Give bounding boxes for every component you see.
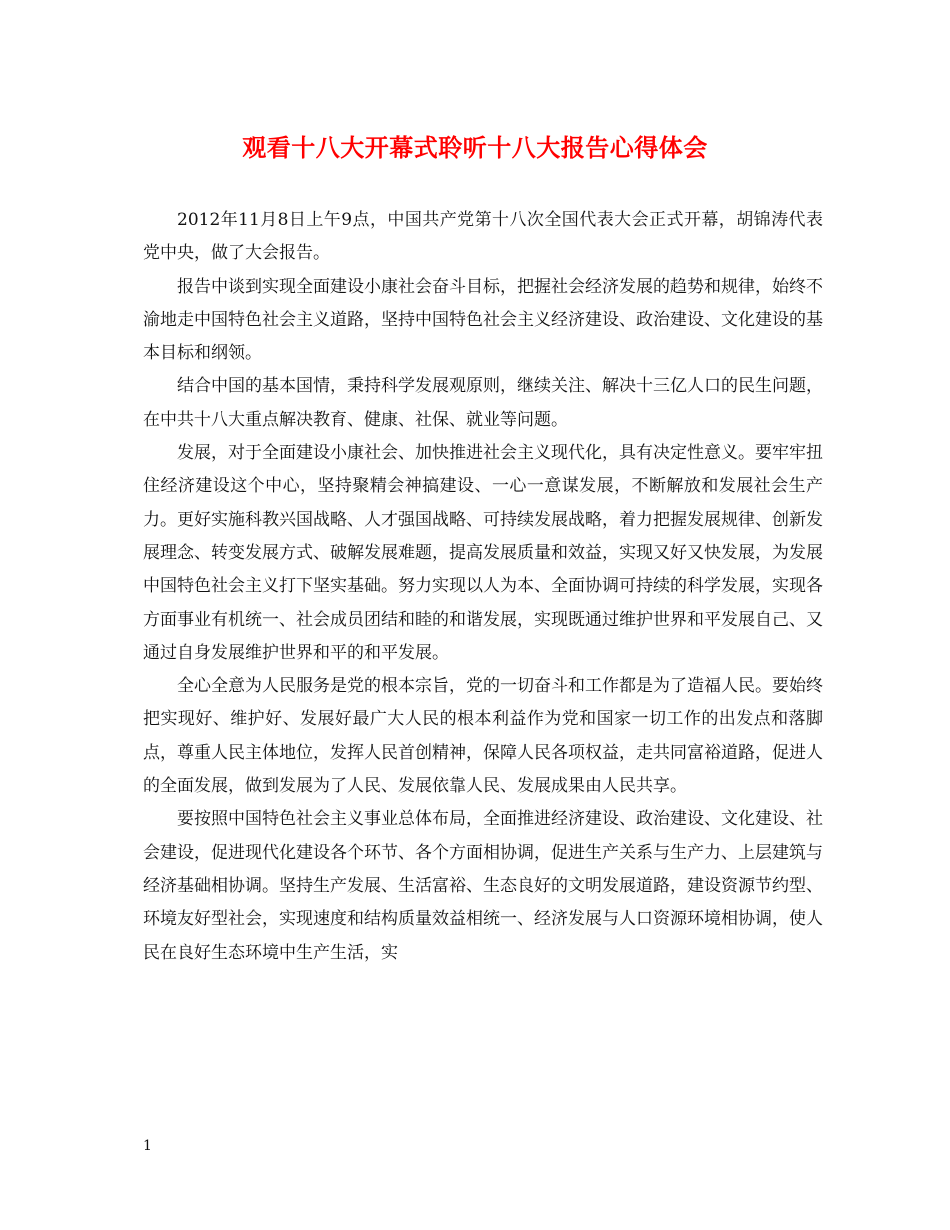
paragraph-1: 2012年11月8日上午9点，中国共产党第十八次全国代表大会正式开幕，胡锦涛代表党中央，做了大会报告。 [143, 210, 823, 264]
paragraph-3: 结合中国的基本国情，秉持科学发展观原则，继续关注、解决十三亿人口的民生问题，在中共十八大重点解决教育、健康、社保、就业等问题。 [143, 376, 823, 430]
document-title: 观看十八大开幕式聆听十八大报告心得体会 [242, 133, 708, 162]
paragraph-5: 全心全意为人民服务是党的根本宗旨，党的一切奋斗和工作都是为了造福人民。要始终把实现好、维护好、发展好最广大人民的根本利益作为党和国家一切工作的出发点和落脚点，尊重人民主体地位，发挥人民首创精神，保障人民各项权益，走共同富裕道路，促进人的全面发展，做到发展为了人民、发展依靠人民、发展成果由人民共享。 [143, 676, 823, 797]
page-number: 1 [143, 1138, 152, 1154]
document-body [143, 204, 823, 970]
paragraph-2: 报告中谈到实现全面建设小康社会奋斗目标，把握社会经济发展的趋势和规律，始终不渝地走中国特色社会主义道路，坚持中国特色社会主义经济建设、政治建设、文化建设的基本目标和纲领。 [143, 276, 823, 364]
paragraph-4: 发展，对于全面建设小康社会、加快推进社会主义现代化，具有决定性意义。要牢牢扭住经济建设这个中心，坚持聚精会神搞建设、一心一意谋发展，不断解放和发展社会生产力。更好实施科教兴国战略、人才强国战略、可持续发展战略，着力把握发展规律、创新发展理念、转变发展方式、破解发展难题，提高发展质量和效益，实现又好又快发展，为发展中国特色社会主义打下坚实基础。努力实现以人为本、全面协调可持续的科学发展，实现各方面事业有机统一、社会成员团结和睦的和谐发展，实现既通过维护世界和平发展自己、又通过自身发展维护世界和平的和平发展。 [143, 443, 823, 663]
paragraph-6: 要按照中国特色社会主义事业总体布局，全面推进经济建设、政治建设、文化建设、社会建设，促进现代化建设各个环节、各个方面相协调，促进生产关系与生产力、上层建筑与经济基础相协调。坚持生产发展、生活富裕、生态良好的文明发展道路，建设资源节约型、环境友好型社会，实现速度和结构质量效益相统一、经济发展与人口资源环境相协调，使人民在良好生态环境中生产生活，实 [143, 809, 823, 963]
